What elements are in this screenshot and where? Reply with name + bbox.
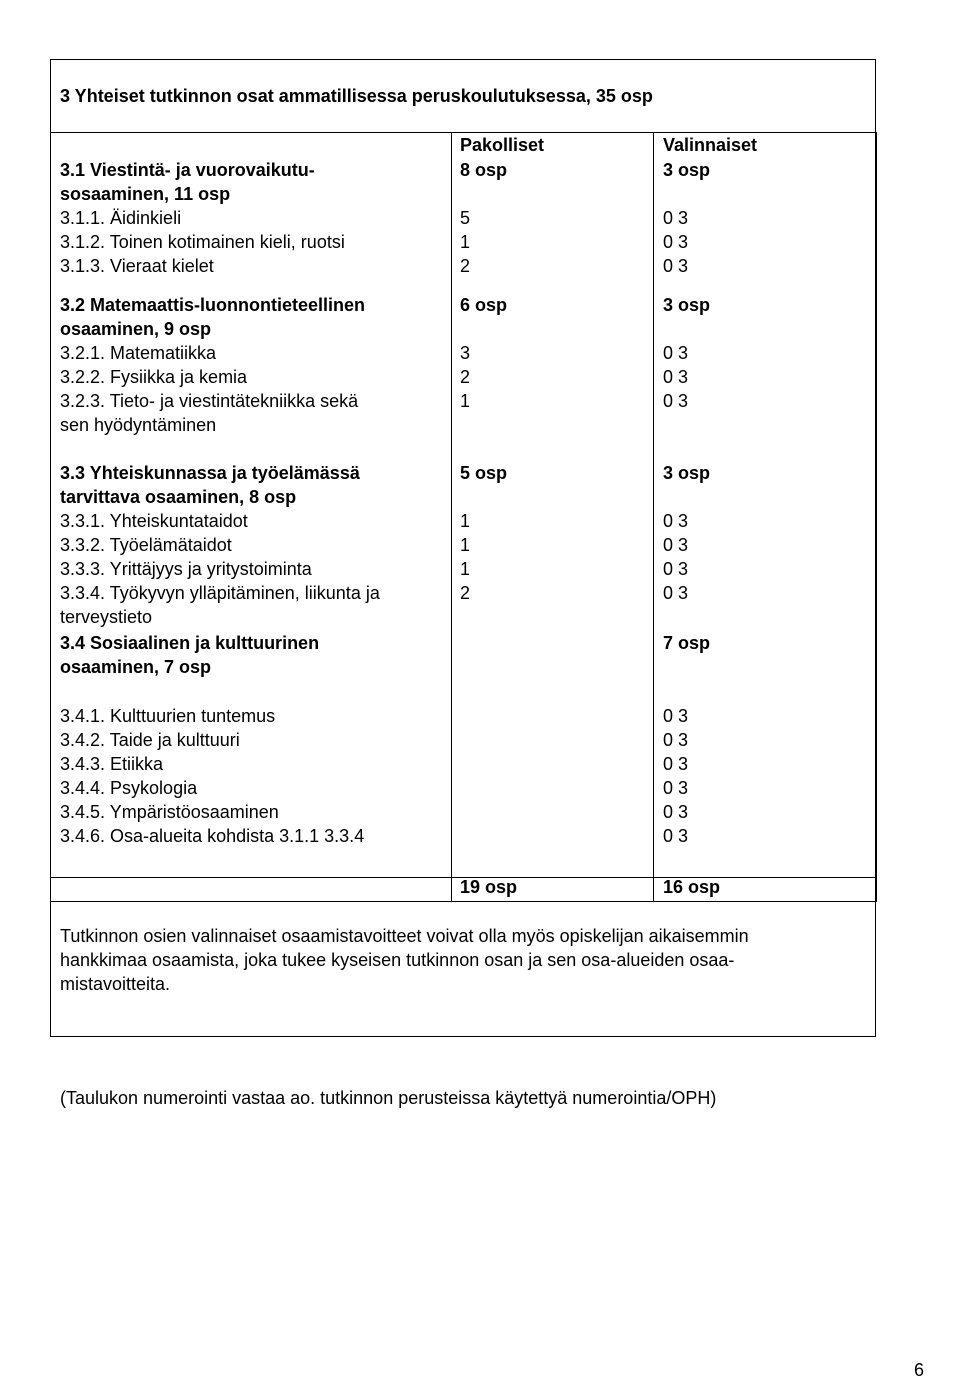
item-valinnaiset: 0 3	[663, 754, 689, 774]
pakolliset-column-box	[451, 132, 654, 878]
item-name: 3.4.2. Taide ja kulttuuri	[60, 730, 240, 750]
section-valinnaiset: 3 osp	[663, 463, 711, 483]
item-name: 3.3.2. Työelämätaidot	[60, 535, 232, 555]
section-heading: 3.2 Matemaattis-luonnontieteellinen	[60, 295, 366, 315]
total-valinnaiset: 16 osp	[663, 877, 721, 897]
item-valinnaiset: 0 3	[663, 583, 689, 603]
section-heading: tarvittava osaaminen, 8 osp	[60, 487, 297, 507]
item-pakolliset: 3	[460, 343, 471, 363]
item-pakolliset: 2	[460, 583, 471, 603]
section-heading: 3.1 Viestintä- ja vuorovaikutu-	[60, 160, 315, 180]
footnote: (Taulukon numerointi vastaa ao. tutkinnon perusteissa käytettyä numerointia/OPH)	[60, 1088, 717, 1108]
header-pakolliset: Pakolliset	[460, 135, 545, 155]
item-valinnaiset: 0 3	[663, 208, 689, 228]
section-pakolliset: 6 osp	[460, 295, 508, 315]
item-valinnaiset: 0 3	[663, 730, 689, 750]
section-pakolliset: 5 osp	[460, 463, 508, 483]
item-name: 3.3.1. Yhteiskuntataidot	[60, 511, 248, 531]
section-heading: osaaminen, 9 osp	[60, 319, 212, 339]
header-valinnaiset: Valinnaiset	[663, 135, 758, 155]
item-valinnaiset: 0 3	[663, 232, 689, 252]
total-pakolliset: 19 osp	[460, 877, 518, 897]
section-heading: 3.4 Sosiaalinen ja kulttuurinen	[60, 633, 320, 653]
note-line: hankkimaa osaamista, joka tukee kyseisen tutkinnon osan ja sen osa-alueiden osaa-	[60, 950, 735, 970]
item-valinnaiset: 0 3	[663, 778, 689, 798]
item-name: 3.4.1. Kulttuurien tuntemus	[60, 706, 276, 726]
item-valinnaiset: 0 3	[663, 391, 689, 411]
item-pakolliset: 1	[460, 232, 471, 252]
item-valinnaiset: 0 3	[663, 511, 689, 531]
section-heading: osaaminen, 7 osp	[60, 657, 212, 677]
item-valinnaiset: 0 3	[663, 559, 689, 579]
item-valinnaiset: 0 3	[663, 826, 689, 846]
item-pakolliset: 1	[460, 535, 471, 555]
totals-label-cell	[50, 877, 452, 902]
note-line: Tutkinnon osien valinnaiset osaamistavoitteet voivat olla myös opiskelijan aikaisemmin	[60, 926, 749, 946]
section-pakolliset: 8 osp	[460, 160, 508, 180]
item-name: 3.4.6. Osa-alueita kohdista 3.1.1 3.3.4	[60, 826, 365, 846]
page-number: 6	[913, 1360, 924, 1380]
section-valinnaiset: 3 osp	[663, 295, 711, 315]
item-valinnaiset: 0 3	[663, 367, 689, 387]
section-heading: sosaaminen, 11 osp	[60, 184, 231, 204]
item-valinnaiset: 0 3	[663, 706, 689, 726]
item-valinnaiset: 0 3	[663, 256, 689, 276]
section-valinnaiset: 3 osp	[663, 160, 711, 180]
item-name: 3.3.4. Työkyvyn ylläpitäminen, liikunta ja	[60, 583, 380, 603]
item-valinnaiset: 0 3	[663, 535, 689, 555]
item-name: 3.2.2. Fysiikka ja kemia	[60, 367, 248, 387]
item-valinnaiset: 0 3	[663, 343, 689, 363]
item-pakolliset: 2	[460, 256, 471, 276]
item-name: 3.1.2. Toinen kotimainen kieli, ruotsi	[60, 232, 345, 252]
item-name: 3.2.1. Matematiikka	[60, 343, 217, 363]
page-title: 3 Yhteiset tutkinnon osat ammatillisessa peruskoulutuksessa, 35 osp	[60, 86, 653, 106]
item-name: 3.3.3. Yrittäjyys ja yritystoiminta	[60, 559, 312, 579]
item-pakolliset: 5	[460, 208, 471, 228]
section-valinnaiset: 7 osp	[663, 633, 711, 653]
item-pakolliset: 1	[460, 511, 471, 531]
note-line: mistavoitteita.	[60, 974, 171, 994]
item-pakolliset: 2	[460, 367, 471, 387]
item-valinnaiset: 0 3	[663, 802, 689, 822]
section-heading: 3.3 Yhteiskunnassa ja työelämässä	[60, 463, 360, 483]
item-name: 3.2.3. Tieto- ja viestintätekniikka sekä	[60, 391, 359, 411]
item-pakolliset: 1	[460, 559, 471, 579]
item-name: 3.4.4. Psykologia	[60, 778, 198, 798]
item-name: 3.4.3. Etiikka	[60, 754, 164, 774]
item-name: 3.4.5. Ympäristöosaaminen	[60, 802, 279, 822]
item-name: 3.1.1. Äidinkieli	[60, 208, 182, 228]
item-name: terveystieto	[60, 607, 153, 627]
item-pakolliset: 1	[460, 391, 471, 411]
item-name: 3.1.3. Vieraat kielet	[60, 256, 214, 276]
item-name: sen hyödyntäminen	[60, 415, 217, 435]
